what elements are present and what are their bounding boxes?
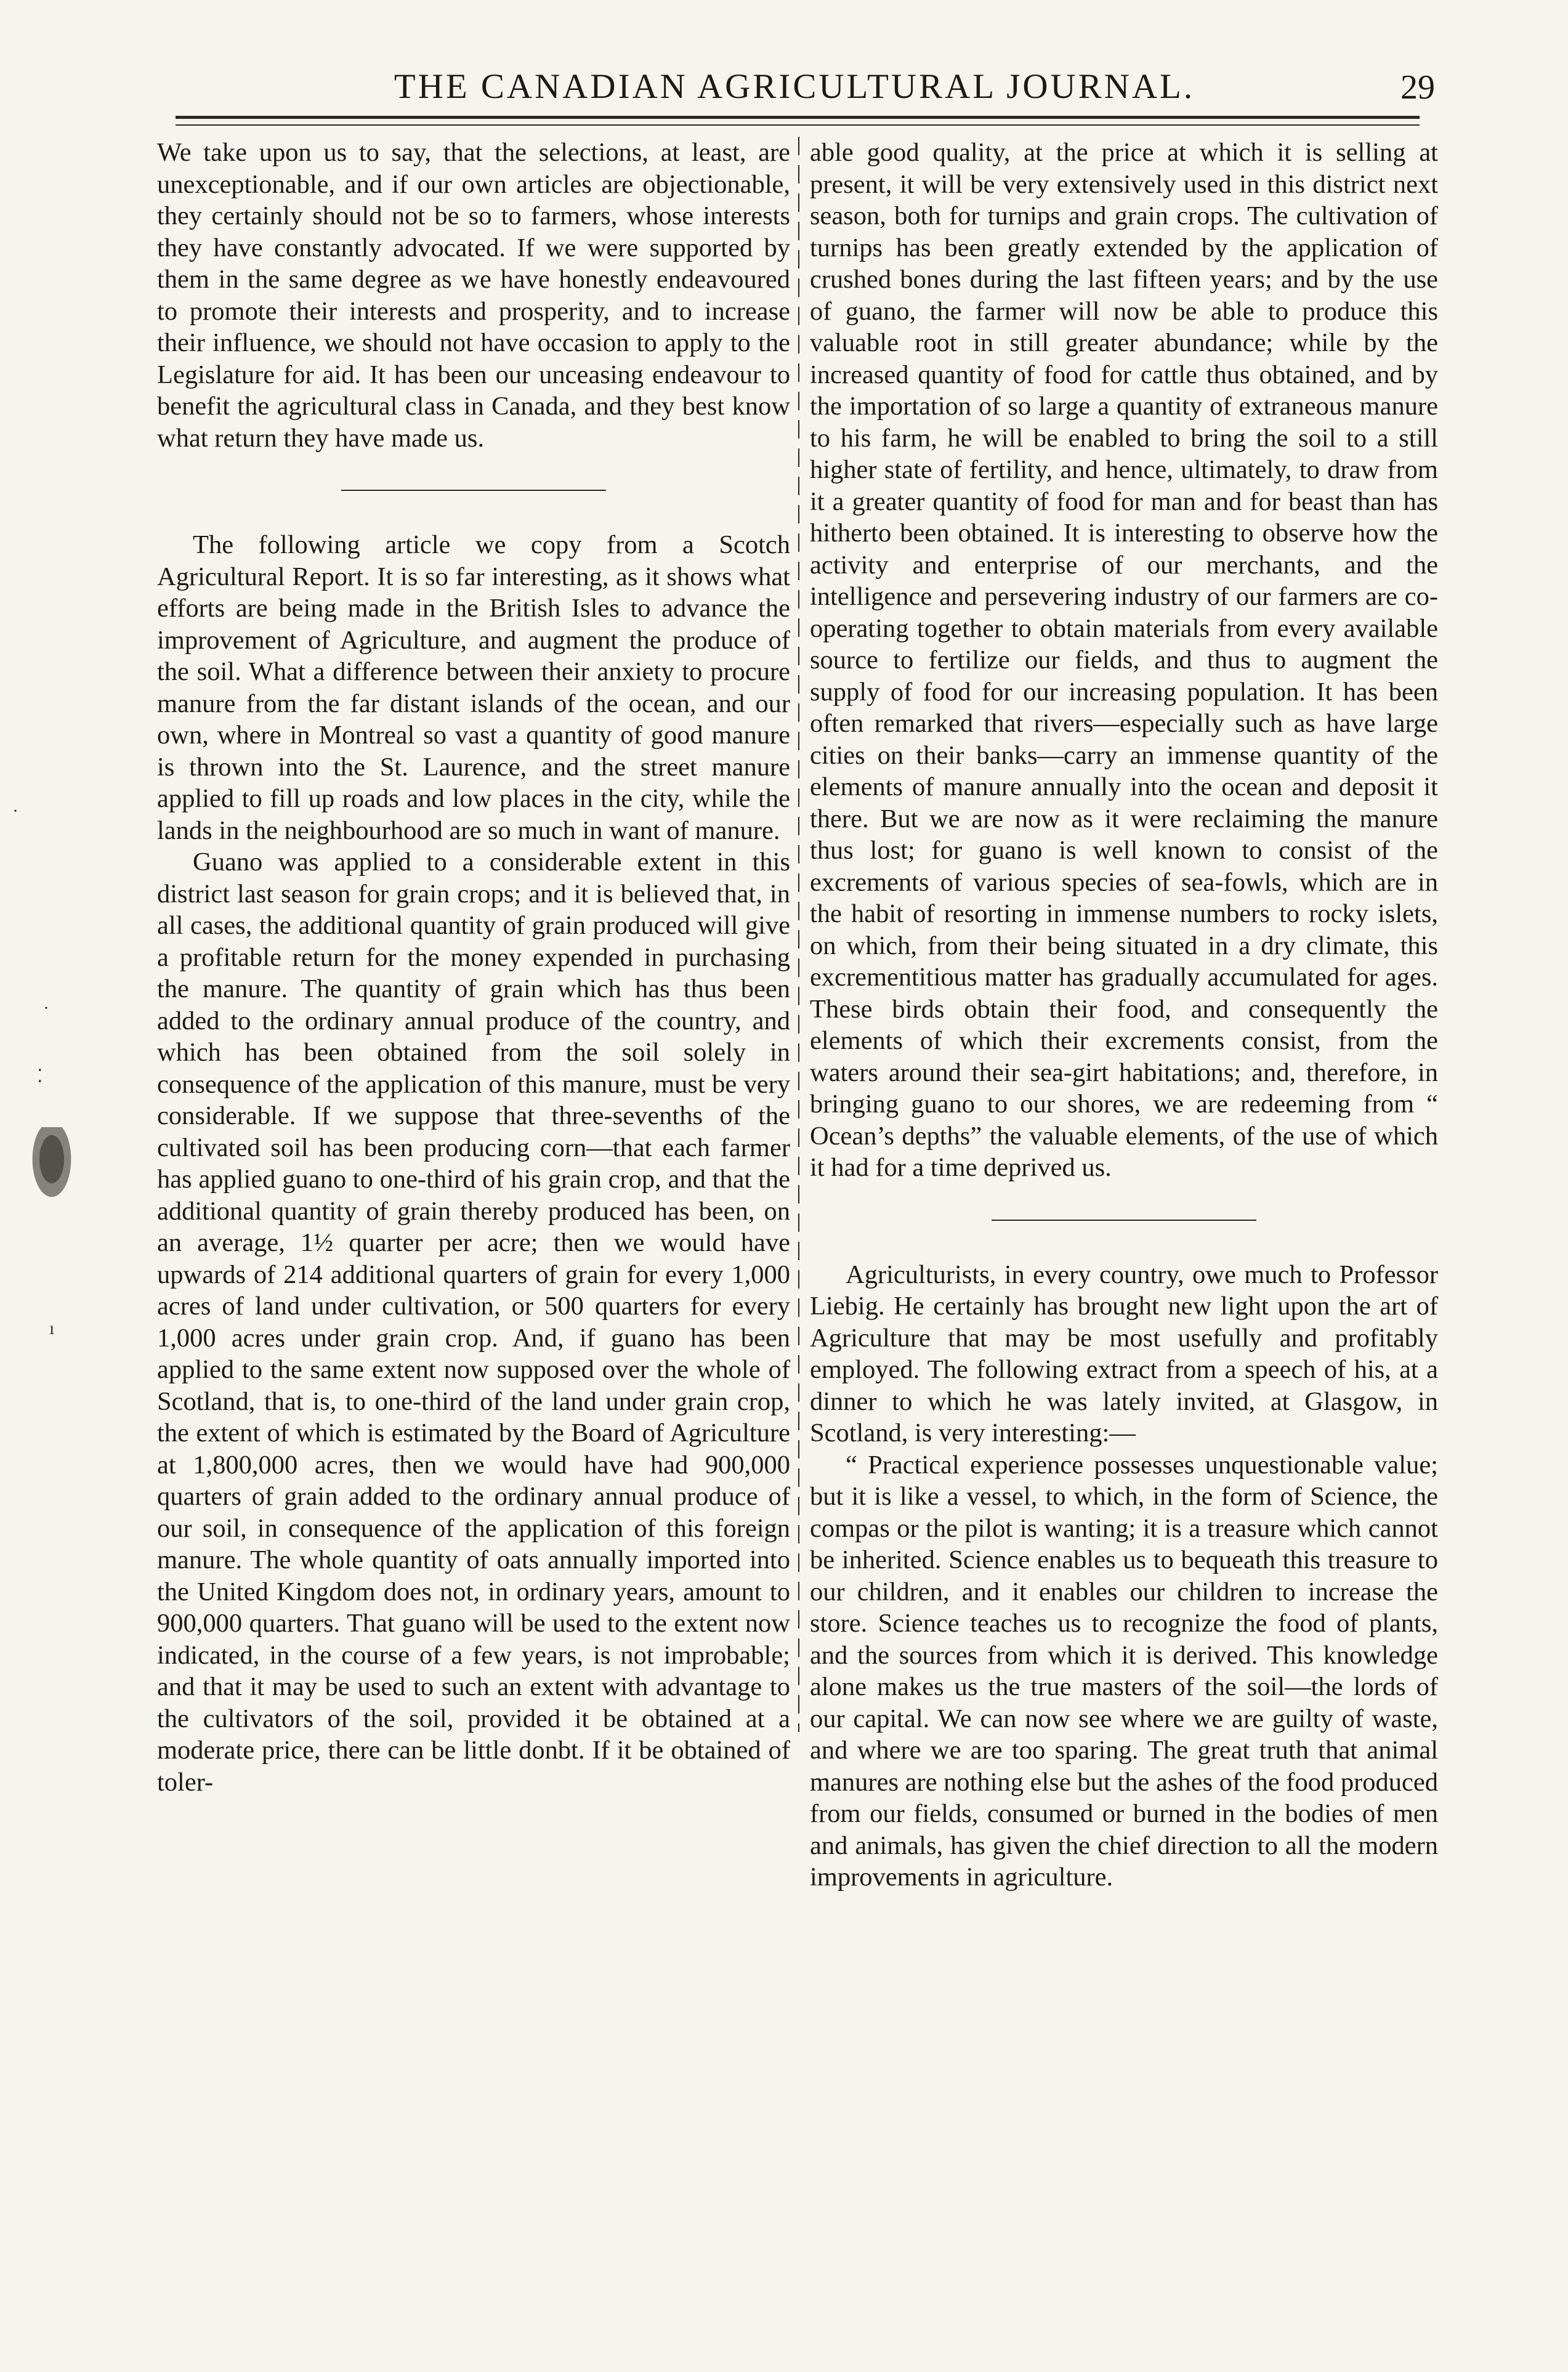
paragraph-liebig-intro: Agriculturists, in every country, owe much to Professor Liebig. He certainly has brought new light upon the art of Agriculture that may be most usefully and profitably employed. The following extract from a speech of his, at a dinner to which he was lately invited, at Glasgow, in Scotland, is very interesting:—	[810, 1260, 1438, 1447]
paragraph-editorial: We take upon us to say, that the selections, at least, are unexceptionable, and if our own articles are objectionable, they certainly should not be so to farmers, whose interests they have constantly advocated. If we were supported by them in the same degree as we have honestly endeavoured to promote their interests and prosperity, and to increase their influence, we should not have occasion to apply to the Legislature for aid. It has been our unceasing endeavour to benefit the agricultural class in Canada, and they best know what return they have made us.	[157, 138, 790, 453]
paragraph-scotch-report-intro: The following article we copy from a Scotch Agricultural Report. It is so far interesting, as it shows what efforts are being made in the British Isles to advance the improvement of Agriculture, and augment the produce of the soil. What a difference between their anxiety to procure manure from the far distant islands of the ocean, and our own, where in Montreal so vast a quantity of good manure is thrown into the St. Laurence, and the street manure applied to fill up roads and low places in the city, while the lands in the neighbourhood are so much in want of manure.	[157, 530, 790, 845]
margin-ink-blot	[27, 1127, 76, 1207]
paragraph-liebig-quote: “ Practical experience possesses unquestionable value; but it is like a vessel, to which, in the form of Science, the compas or the pilot is wanting; it is a treasure which cannot be inherited. Science enables us to bequeath this treasure to our children, and it enables our children to increase the store. Science teaches us to recognize the food of plants, and the sources from which it is derived. This knowledge alone makes us the true masters of the soil—the lords of our capital. We can now see where we are guilty of waste, and where we are too sparing. The great truth that animal manures are nothing else but the ashes of the food produced from our fields, consumed or burned in the bodies of men and animals, has given the chief direction to all the modern improvements in agriculture.	[810, 1450, 1438, 1892]
right-column	[810, 137, 1438, 1893]
running-title: THE CANADIAN AGRICULTURAL JOURNAL.	[394, 67, 1195, 106]
section-separator	[992, 1220, 1256, 1221]
page-header	[154, 28, 1435, 108]
column-divider	[798, 137, 799, 1732]
paragraph-guano: Guano was applied to a considerable extent in this district last season for grain crops; and it is believed that, in all cases, the additional quantity of grain produced will give a profitable return for the money expended in purchasing the manure. The quantity of grain which has thus been added to the ordinary annual produce of the country, and which has been obtained from the soil solely in consequence of the application of this manure, must be very considerable. If we suppose that three-sevenths of the cultivated soil has been producing corn—that each farmer has applied guano to one-third of his grain crop, and that the additional quantity of grain thereby produced has been, on an average, 1½ quarter per acre; then we would have upwards of 214 additional quarters of grain for every 1,000 acres of land under cultivation, or 500 quarters for every 1,000 acres under grain crop. And, if guano has been applied to the same extent now supposed over the whole of Scotland, that is, to one-third of the land under grain crop, the extent of which is estimated by the Board of Agriculture at 1,800,000 acres, then we would have had 900,000 quarters of grain added to the ordinary annual produce of our soil, in consequence of the application of this foreign manure. The whole quantity of oats annually imported into the United Kingdom does not, in ordinary years, amount to 900,000 quarters. That guano will be used to the extent now indicated, in the course of a few years, is not improbable; and that it may be used to such an extent with advantage to the cultivators of the soil, provided it be obtained at a moderate price, there can be little donbt. If it be obtained of toler-	[157, 848, 790, 1797]
margin-speck: ı	[49, 1318, 55, 1338]
left-column	[157, 137, 790, 1798]
header-rule-thin	[176, 124, 1420, 126]
margin-speck: ·	[43, 998, 49, 1018]
section-separator	[341, 490, 606, 491]
header-rule-thick	[176, 116, 1420, 119]
margin-speck: ·	[12, 801, 18, 821]
margin-speck: ⁚	[37, 1066, 43, 1087]
paragraph-guano-continued: able good quality, at the price at which it is selling at present, it will be very extensively used in this district next season, both for turnips and grain crops. The cultivation of turnips has been greatly extended by the application of crushed bones during the last fifteen years; and by the use of guano, the farmer will now be able to produce this valuable root in still greater abundance; while by the increased quantity of food for cattle thus obtained, and by the importation of so large a quantity of extraneous manure to his farm, he will be enabled to bring the soil to a still higher state of fertility, and hence, ultimately, to draw from it a greater quantity of food for man and for beast than has hitherto been obtained. It is interesting to observe how the activity and enterprise of our merchants, and the intelligence and persevering industry of our farmers are co-operating together to obtain materials from every available source to fertilize our fields, and thus to augment the supply of food for our increasing population. It has been often remarked that rivers—especially such as have large cities on their banks—carry an immense quantity of the elements of manure annually into the ocean and deposit it there. But we are now as it were reclaiming the manure thus lost; for guano is well known to consist of the excrements of various species of sea-fowls, which are in the habit of resorting in immense numbers to rocky islets, on which, from their being situated in a dry climate, this excrementitious matter has gradually accumulated for ages. These birds obtain their food, and consequently the elements of which their excrements consist, from the waters around their sea-girt habitations; and, therefore, in bringing guano to our shores, we are redeeming from “ Ocean’s depths” the valuable elements, of the use of which it had for a time deprived us.	[810, 138, 1438, 1182]
page-number: 29	[1400, 68, 1435, 107]
